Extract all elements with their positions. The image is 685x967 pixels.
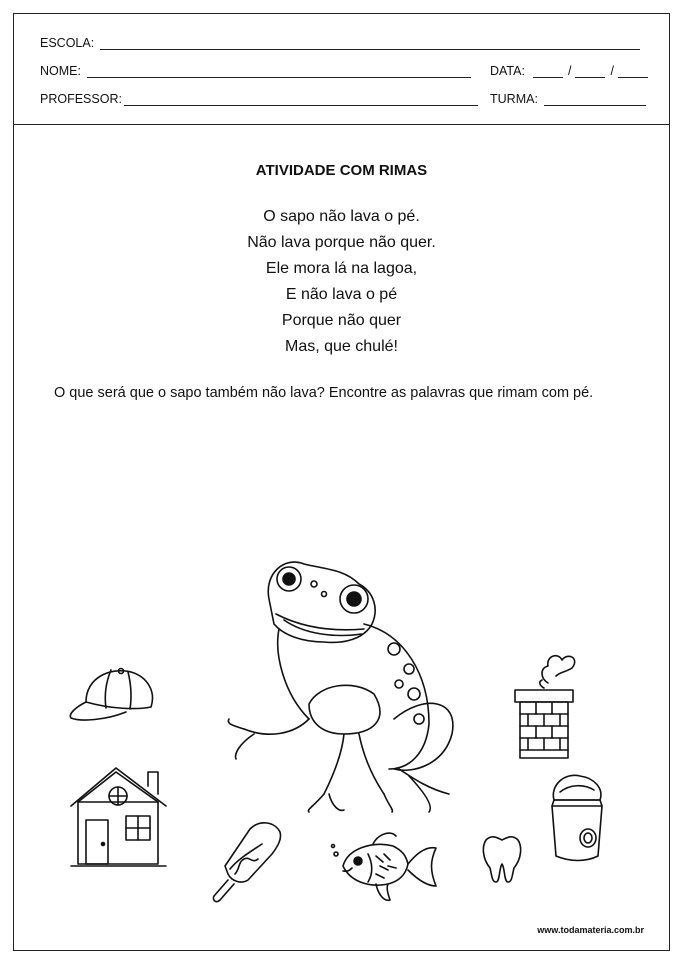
turma-label: TURMA: <box>490 92 538 106</box>
poem-line: O sapo não lava o pé. <box>263 208 420 225</box>
data-year-line[interactable] <box>618 65 648 78</box>
nome-field[interactable] <box>40 64 471 78</box>
data-field[interactable] <box>490 64 648 78</box>
data-sep-1: / <box>567 64 572 78</box>
turma-line[interactable] <box>544 93 646 106</box>
data-month-line[interactable] <box>575 65 605 78</box>
cap-icon[interactable] <box>66 662 158 724</box>
house-icon[interactable] <box>66 758 176 870</box>
nome-label: NOME: <box>40 64 81 78</box>
poem-line: Ele mora lá na lagoa, <box>265 260 418 277</box>
tooth-icon[interactable] <box>480 832 524 886</box>
activity-title: ATIVIDADE COM RIMAS <box>255 162 428 179</box>
yogurt-icon[interactable] <box>546 766 610 864</box>
worksheet <box>13 13 670 951</box>
poem-line: Porque não quer <box>281 312 402 329</box>
professor-field[interactable] <box>40 92 478 106</box>
poem-line: E não lava o pé <box>285 286 398 303</box>
data-label: DATA: <box>490 64 525 78</box>
instruction-text: O que será que o sapo também não lava? Encontre as palavras que rimam com pé. <box>54 385 594 401</box>
footer-site[interactable]: www.todamateria.com.br <box>537 925 644 935</box>
escola-label: ESCOLA: <box>40 36 95 50</box>
fish-icon[interactable] <box>328 826 438 908</box>
chimney-icon[interactable] <box>510 638 580 760</box>
escola-line[interactable] <box>100 37 640 50</box>
turma-field[interactable] <box>490 92 646 106</box>
professor-line[interactable] <box>124 93 478 106</box>
poem <box>14 204 669 360</box>
professor-label: PROFESSOR: <box>40 92 122 106</box>
nome-line[interactable] <box>87 65 471 78</box>
escola-field[interactable] <box>40 36 640 50</box>
data-sep-2: / <box>610 64 614 78</box>
header-divider <box>14 124 669 125</box>
frog-icon[interactable] <box>214 544 464 814</box>
popsicle-icon[interactable] <box>210 814 288 906</box>
data-day-line[interactable] <box>533 65 563 78</box>
poem-line: Não lava porque não quer. <box>247 234 436 251</box>
poem-line: Mas, que chulé! <box>285 338 398 355</box>
